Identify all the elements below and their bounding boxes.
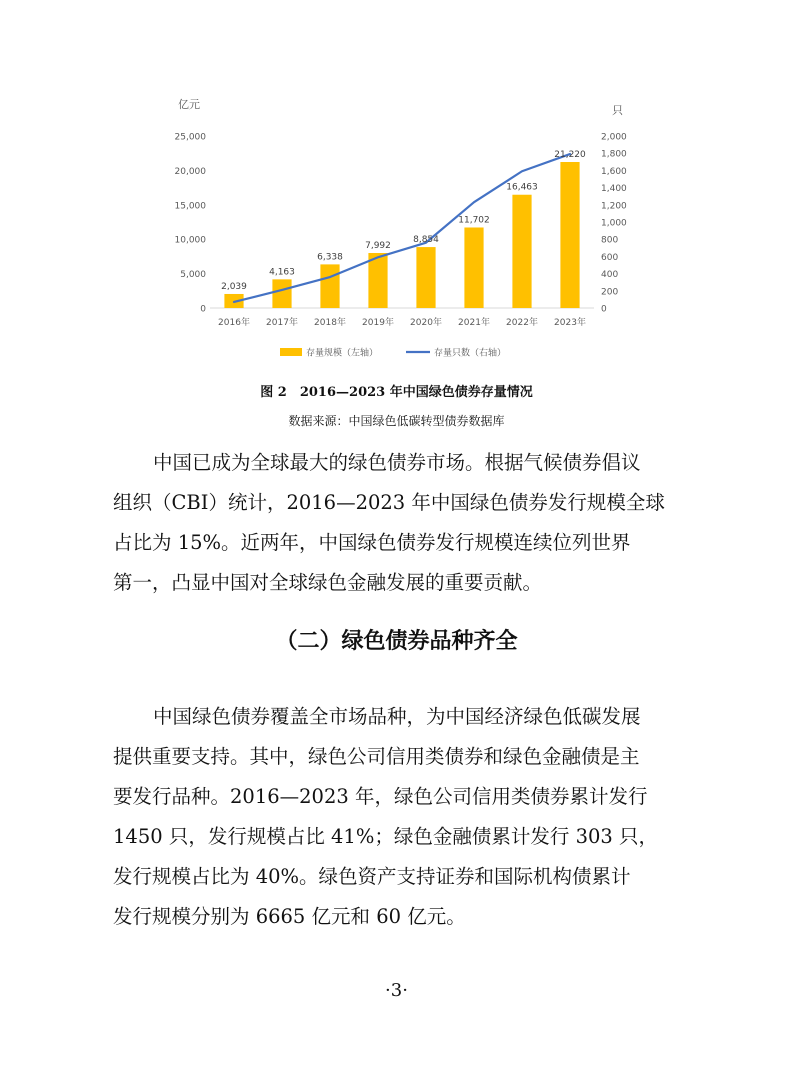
paragraph-1-line: 第一，凸显中国对全球绿色金融发展的重要贡献。 (113, 571, 543, 594)
paragraph-1-line: 组织（CBI）统计，2016—2023 年中国绿色债券发行规模全球 (113, 491, 665, 514)
paragraph-1-line: 中国已成为全球最大的绿色债券市场。根据气候债券倡议 (153, 451, 641, 474)
x-tick-label: 2018年 (314, 318, 346, 328)
paragraph-2-line: 1450 只，发行规模占比 41%；绿色金融债累计发行 303 只， (113, 825, 658, 848)
y-tick-right: 200 (601, 287, 619, 298)
y-tick-right: 0 (601, 304, 607, 315)
paragraph-2-line: 发行规模分别为 6665 亿元和 60 亿元。 (113, 905, 466, 928)
x-tick-label: 2019年 (362, 318, 394, 328)
x-tick-label: 2017年 (266, 318, 298, 328)
y-tick-left: 10,000 (174, 235, 206, 246)
y-tick-left: 5,000 (180, 270, 206, 281)
x-tick-label: 2020年 (410, 318, 442, 328)
paragraph-2-line: 要发行品种。2016—2023 年，绿色公司信用类债券累计发行 (113, 785, 648, 808)
bar (416, 247, 435, 308)
paragraph-2 (113, 697, 683, 937)
x-tick-label: 2023年 (554, 318, 586, 328)
bar (272, 279, 291, 308)
legend-line-label: 存量只数（右轴） (434, 348, 507, 359)
y-tick-right: 400 (601, 270, 619, 281)
bar (560, 162, 579, 308)
bar (464, 227, 483, 308)
y-tick-right: 600 (601, 252, 619, 263)
paragraph-1-line: 占比为 15%。近两年，中国绿色债券发行规模连续位列世界 (113, 531, 631, 554)
y-tick-left: 25,000 (174, 132, 206, 143)
page-number: ·3· (385, 980, 408, 1001)
y-tick-right: 1,200 (601, 201, 627, 212)
figure-source: 数据来源：中国绿色低碳转型债券数据库 (288, 414, 505, 428)
green-bond-stock-chart (160, 88, 640, 368)
y-tick-right: 2,000 (601, 132, 627, 143)
bar (368, 253, 387, 308)
bar-data-label: 7,992 (365, 241, 391, 252)
bar-data-label: 2,039 (221, 281, 247, 292)
bar (512, 195, 531, 308)
bar-data-label: 11,702 (458, 215, 490, 226)
bar-data-label: 16,463 (506, 182, 538, 193)
figure-caption: 图 2 2016—2023 年中国绿色债券存量情况 (260, 385, 533, 400)
y-tick-left: 0 (200, 304, 206, 315)
y-tick-right: 800 (601, 235, 619, 246)
paragraph-1 (113, 443, 683, 603)
y-tick-right: 1,400 (601, 184, 627, 195)
legend-bar-label: 存量规模（左轴） (306, 348, 379, 359)
bar-data-label: 6,338 (317, 252, 343, 263)
bar-data-label: 8,854 (413, 235, 439, 246)
y-tick-right: 1,000 (601, 218, 627, 229)
x-tick-label: 2022年 (506, 318, 538, 328)
legend-bar-swatch (280, 348, 302, 356)
section-heading: （二）绿色债券品种齐全 (275, 629, 518, 654)
y-axis-left-title: 亿元 (178, 98, 200, 111)
paragraph-2-line: 发行规模占比为 40%。绿色资产支持证券和国际机构债累计 (113, 865, 631, 888)
y-axis-right-title: 只 (612, 104, 623, 117)
paragraph-2-line: 中国绿色债券覆盖全市场品种，为中国经济绿色低碳发展 (153, 705, 641, 728)
y-tick-left: 20,000 (174, 166, 206, 177)
y-tick-left: 15,000 (174, 201, 206, 212)
x-tick-label: 2021年 (458, 318, 490, 328)
bar-data-label: 4,163 (269, 267, 295, 278)
y-tick-right: 1,800 (601, 149, 627, 160)
paragraph-2-line: 提供重要支持。其中，绿色公司信用类债券和绿色金融债是主 (113, 745, 640, 768)
x-tick-label: 2016年 (218, 318, 250, 328)
bar-data-label: 21,220 (554, 150, 586, 161)
y-tick-right: 1,600 (601, 166, 627, 177)
bar (320, 264, 339, 308)
